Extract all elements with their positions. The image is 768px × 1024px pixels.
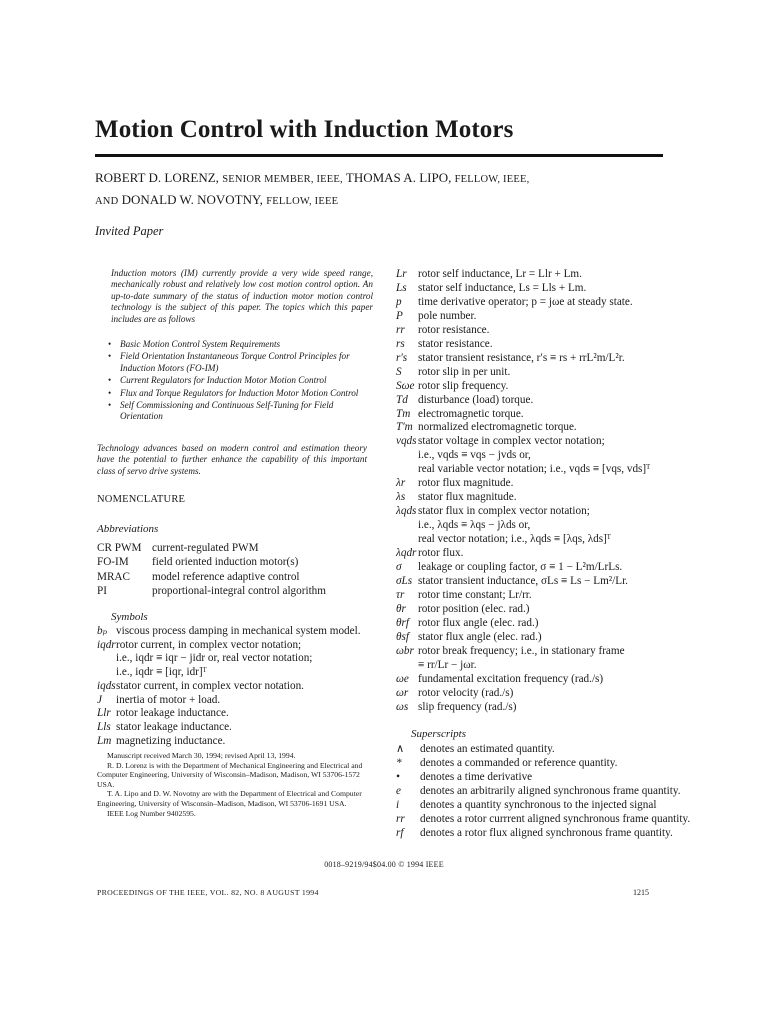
list-item (396, 743, 756, 757)
list-item (97, 735, 377, 749)
list-item (97, 707, 377, 721)
superscript-symbol: * (396, 756, 402, 769)
abbr-key: MRAC (97, 570, 130, 583)
symbol-desc: stator leakage inductance. (116, 720, 232, 733)
symbol-desc: i.e., λqds ≡ λqs − jλds or, (418, 519, 531, 532)
bullet-icon: • (108, 400, 112, 411)
author-novotny-role: FELLOW, IEEE (266, 196, 339, 207)
superscript-symbol: rf (396, 826, 404, 839)
superscript-desc: denotes a time derivative (420, 770, 533, 783)
abbreviation-list (97, 541, 326, 598)
symbol-desc: rotor slip frequency. (418, 379, 509, 392)
abbr-value: model reference adaptive control (152, 570, 300, 583)
symbol-desc: i.e., vqds ≡ vqs − jvds or, (418, 449, 531, 462)
symbol: r′s (396, 351, 408, 364)
symbol-desc: rotor flux. (418, 547, 464, 560)
footnote-lorenz: R. D. Lorenz is with the Department of Mechanical Engineering and Electrical and Computer Engineering, University of Wisconsin–Madison, Madison, WI 53706-1572 USA. (97, 760, 363, 789)
list-item (396, 324, 756, 338)
author-lorenz-role: SENIOR MEMBER, IEEE, (222, 174, 343, 185)
symbol-desc: rotor flux magnitude. (418, 477, 514, 490)
bullet-icon: • (108, 387, 112, 398)
symbol-desc: stator voltage in complex vector notation; (418, 435, 605, 448)
list-item (97, 541, 326, 555)
list-item (396, 757, 756, 771)
symbol: Tm (396, 407, 411, 420)
abbreviations-heading: Abbreviations (97, 523, 159, 535)
list-item (396, 589, 756, 603)
symbol: λqdr (396, 547, 417, 560)
superscript-symbol: rr (396, 812, 405, 825)
symbol-desc: stator flux angle (elec. rad.) (418, 630, 542, 643)
topic-text: Basic Motion Control System Requirements (120, 339, 281, 349)
abbr-key: FO-IM (97, 556, 129, 569)
superscripts-heading: Superscripts (411, 728, 466, 740)
symbol-desc: ≡ rr/Lr − jωr. (418, 658, 477, 671)
symbol: Llr (97, 707, 111, 720)
symbol: λqds (396, 505, 417, 518)
list-item (106, 339, 370, 350)
list-item (396, 701, 756, 715)
symbol: Td (396, 393, 408, 406)
symbol-desc: rotor time constant; Lr/rr. (418, 588, 532, 601)
symbol-desc: rotor position (elec. rad.) (418, 602, 530, 615)
symbol-desc: real variable vector notation; i.e., vqds ≡ [vqs, vds]ᵀ (418, 463, 651, 476)
symbol-desc: stator flux in complex vector notation; (418, 505, 590, 518)
symbol: θrf (396, 616, 409, 629)
superscript-symbol: i (396, 798, 400, 811)
list-item (106, 375, 370, 386)
list-item (396, 421, 756, 435)
symbol-desc: stator current, in complex vector notation. (116, 679, 304, 692)
list-item (396, 463, 756, 477)
author-block (95, 168, 655, 212)
superscript-symbol: e (396, 784, 401, 797)
symbol: iqdr (97, 638, 116, 651)
footnote-received: Manuscript received March 30, 1994; revised April 13, 1994. (107, 751, 296, 760)
list-item (396, 827, 756, 841)
paper-title: Motion Control with Induction Motors (95, 116, 514, 143)
list-item (97, 652, 377, 666)
list-item (396, 310, 756, 324)
symbol: Sωe (396, 379, 415, 392)
list-item (396, 631, 756, 645)
list-item (97, 625, 377, 639)
footnote-log-number: IEEE Log Number 9402595. (107, 808, 196, 818)
symbol-desc: rotor flux angle (elec. rad.) (418, 616, 539, 629)
abbr-value: field oriented induction motor(s) (152, 556, 299, 569)
symbol: σ (396, 561, 402, 574)
symbol: λr (396, 477, 406, 490)
symbol: Lls (97, 720, 111, 733)
symbol-desc: stator transient resistance, r′s ≡ rs + rrL²m/L²r. (418, 351, 625, 364)
superscript-desc: denotes a rotor flux aligned synchronous frame quantity. (420, 826, 673, 839)
list-item (396, 575, 756, 589)
list-item (97, 555, 326, 569)
list-item (396, 408, 756, 422)
bullet-icon: • (108, 375, 112, 386)
symbol: T′m (396, 421, 413, 434)
superscript-symbol: ∧ (396, 743, 405, 755)
topic-list (106, 339, 370, 424)
title-rule (95, 154, 663, 157)
author-novotny: DONALD W. NOVOTNY, (121, 192, 263, 207)
topic-text: Field Orientation Instantaneous Torque Control Principles for Induction Motors (FO-IM) (120, 351, 350, 373)
footnote-lipo-novotny: T. A. Lipo and D. W. Novotny are with the Department of Electrical and Computer Engineering, University of Wisconsin–Madison, Madison, WI 53706-1691 USA. (97, 789, 362, 808)
list-item (396, 603, 756, 617)
symbol-desc: stator transient inductance, σLs ≡ Ls − Lm²/Lr. (418, 574, 628, 587)
symbol: Lr (396, 268, 407, 280)
list-item (396, 380, 756, 394)
symbol-desc: rotor resistance. (418, 323, 490, 336)
symbol-desc: inertia of motor + load. (116, 693, 221, 706)
superscript-desc: denotes an arbitrarily aligned synchronous frame quantity. (420, 784, 681, 797)
symbol-desc: fundamental excitation frequency (rad./s) (418, 672, 604, 685)
superscript-desc: denotes an estimated quantity. (420, 743, 555, 755)
symbol: λs (396, 491, 406, 504)
bullet-icon: • (108, 351, 112, 362)
list-item (396, 771, 756, 785)
list-item (396, 282, 756, 296)
symbol-list-left (97, 625, 377, 748)
list-item (396, 268, 756, 282)
symbol-desc: slip frequency (rad./s) (418, 700, 517, 713)
list-item (97, 666, 377, 680)
abbr-value: current-regulated PWM (152, 542, 259, 554)
list-item (97, 694, 377, 708)
nomenclature-heading: NOMENCLATURE (97, 494, 186, 505)
copyright-line: 0018–9219/94$04.00 © 1994 IEEE (324, 860, 444, 869)
technology-paragraph: Technology advances based on modern control and estimation theory have the potential to further enhance the capability of this important class of servo drive systems. (97, 443, 367, 476)
superscript-symbol: • (396, 770, 400, 783)
symbol-list-right (396, 268, 756, 715)
list-item (396, 673, 756, 687)
symbol: p (396, 295, 402, 308)
list-item (396, 799, 756, 813)
symbol: bₚ (97, 625, 108, 637)
abbr-value: proportional-integral control algorithm (152, 584, 326, 597)
page-number: 1215 (633, 888, 649, 897)
author-lipo: THOMAS A. LIPO, (345, 170, 452, 185)
topic-text: Self Commissioning and Continuous Self-Tuning for Field Orientation (120, 400, 334, 422)
symbol-desc: electromagnetic torque. (418, 407, 524, 420)
symbol-desc: rotor current, in complex vector notation; (116, 638, 302, 651)
symbol-desc: normalized electromagnetic torque. (418, 421, 577, 434)
list-item (396, 687, 756, 701)
symbol: θr (396, 602, 406, 615)
list-item (106, 351, 370, 374)
symbol: J (97, 693, 102, 706)
symbol-desc: leakage or coupling factor, σ ≡ 1 − L²m/LrLs. (418, 561, 623, 574)
symbol: ωbr (396, 644, 414, 657)
symbol-desc: i.e., iqdr ≡ iqr − jidr or, real vector notation; (116, 652, 313, 665)
invited-paper-label: Invited Paper (95, 224, 164, 238)
superscript-desc: denotes a commanded or reference quantity. (420, 756, 618, 769)
symbol-desc: rotor velocity (rad./s) (418, 686, 514, 699)
list-item (396, 394, 756, 408)
symbol-desc: stator flux magnitude. (418, 491, 517, 504)
symbol: Lm (97, 734, 112, 747)
superscript-desc: denotes a rotor currrent aligned synchronous frame quantity. (420, 812, 691, 825)
symbol-desc: rotor leakage inductance. (116, 707, 229, 720)
list-item (396, 338, 756, 352)
abbr-key: PI (97, 584, 107, 597)
symbol-desc: magnetizing inductance. (116, 734, 226, 747)
journal-footer: PROCEEDINGS OF THE IEEE, VOL. 82, NO. 8 AUGUST 1994 (97, 888, 319, 897)
list-item (97, 570, 326, 584)
symbol: P (396, 309, 403, 322)
symbol: vqds (396, 435, 417, 448)
list-item (396, 659, 756, 673)
bullet-icon: • (108, 339, 112, 349)
symbol-desc: rotor break frequency; i.e., in stationary frame (418, 644, 625, 657)
topic-text: Current Regulators for Induction Motor Motion Control (120, 375, 327, 386)
author-and: AND (95, 196, 119, 207)
footnotes (97, 751, 373, 818)
list-item (97, 639, 377, 653)
list-item (396, 435, 756, 449)
symbol-desc: stator resistance. (418, 337, 493, 350)
symbol: σLs (396, 574, 413, 587)
list-item (396, 366, 756, 380)
symbol: ωe (396, 672, 409, 685)
symbol: rr (396, 323, 405, 336)
superscript-desc: denotes a quantity synchronous to the injected signal (420, 798, 657, 811)
symbol-desc: rotor self inductance, Lr = Llr + Lm. (418, 268, 582, 280)
symbol: ωs (396, 700, 409, 713)
list-item (396, 519, 756, 533)
list-item (396, 547, 756, 561)
list-item (396, 617, 756, 631)
symbol-desc: time derivative operator; p = jωe at steady state. (418, 295, 633, 308)
symbol-desc: real vector notation; i.e., λqds ≡ [λqs, λds]ᵀ (418, 533, 611, 546)
list-item (396, 477, 756, 491)
list-item (396, 505, 756, 519)
symbol: Ls (396, 281, 407, 294)
symbol-desc: disturbance (load) torque. (418, 393, 534, 406)
symbol-desc: stator self inductance, Ls = Lls + Lm. (418, 281, 587, 294)
symbol-desc: rotor slip in per unit. (418, 365, 511, 378)
symbol-desc: viscous process damping in mechanical system model. (116, 625, 361, 637)
symbol: rs (396, 337, 405, 350)
superscript-list (396, 743, 756, 841)
list-item (396, 491, 756, 505)
symbol: iqds (97, 679, 116, 692)
list-item (396, 561, 756, 575)
symbol-desc: pole number. (418, 309, 477, 322)
list-item (97, 584, 326, 598)
symbol: θsf (396, 630, 409, 643)
list-item (396, 352, 756, 366)
list-item (396, 813, 756, 827)
list-item (106, 388, 370, 399)
topic-text: Flux and Torque Regulators for Induction Motor Motion Control (120, 387, 359, 398)
symbol: τr (396, 588, 405, 601)
list-item (106, 400, 370, 423)
list-item (396, 645, 756, 659)
list-item (97, 680, 377, 694)
abbr-key: CR PWM (97, 542, 142, 554)
author-lipo-role: FELLOW, IEEE, (454, 174, 530, 185)
list-item (396, 449, 756, 463)
symbol-desc: i.e., iqdr ≡ [iqr, idr]ᵀ (116, 666, 207, 679)
list-item (97, 721, 377, 735)
author-lorenz: ROBERT D. LORENZ, (95, 170, 219, 185)
symbol: ωr (396, 686, 409, 699)
list-item (396, 296, 756, 310)
symbol: S (396, 365, 402, 378)
abstract: Induction motors (IM) currently provide a very wide speed range, mechanically robust and relatively low cost motion control option. An up-to-date summary of the status of induction motor motion control technology is the subject of this paper. The topics which this paper includes are as follows (111, 268, 373, 324)
list-item (396, 533, 756, 547)
list-item (396, 785, 756, 799)
symbols-heading: Symbols (111, 611, 148, 623)
